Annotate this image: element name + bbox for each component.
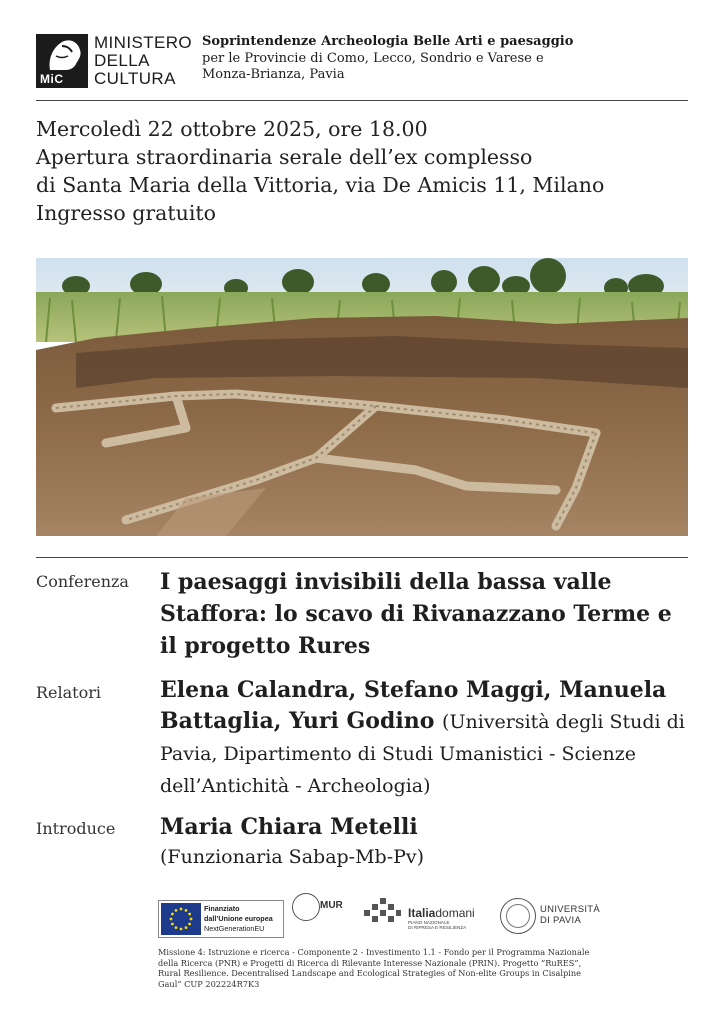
- speakers-affiliation: (Università degli Studi di Pavia, Dipartimento di Studi Umanistici - Scienze dell’Antichità - Archeologia): [160, 711, 685, 797]
- speakers: [160, 675, 690, 802]
- speakers-label: Relatori: [36, 683, 101, 702]
- mur-logo: [290, 890, 352, 946]
- photo-divider: [36, 557, 688, 558]
- italiadomani-mark-icon: [362, 896, 402, 930]
- conference-title: I paesaggi invisibili della bassa valle Staffora: lo scavo di Rivanazzano Terme e il progetto Rures: [160, 569, 672, 659]
- italia-sub-line: DI RIPRESA E RESILIENZA: [408, 925, 467, 931]
- unipv-logo: [500, 896, 610, 938]
- italia-light: domani: [435, 906, 475, 920]
- ministry-name: [94, 34, 192, 88]
- eu-funding-text: [204, 904, 282, 934]
- intro-label: Introduce: [36, 819, 116, 838]
- unipv-line: UNIVERSITÀ: [540, 904, 601, 915]
- eu-flag-icon: [161, 903, 201, 935]
- conference-label: Conferenza: [36, 572, 129, 591]
- mur-emblem-icon: [292, 893, 320, 921]
- intro-role: (Funzionaria Sabap-Mb-Pv): [160, 846, 425, 868]
- mur-text: MUR: [320, 900, 343, 911]
- soprintendenza-name: [202, 34, 582, 84]
- logo-mark: MiC: [40, 72, 64, 86]
- italia-sub-line: PIANO NAZIONALE: [408, 920, 450, 925]
- italiadomani-subtitle: [408, 920, 466, 930]
- introducer: [160, 812, 690, 872]
- ministry-line: MINISTERO: [94, 33, 193, 52]
- event-line: Apertura straordinaria serale dell’ex complesso: [36, 145, 533, 169]
- unipv-text: [540, 904, 600, 926]
- soprintendenza-line: Monza-Brianza, Pavia: [202, 67, 345, 82]
- eu-funding-logo: [158, 900, 284, 938]
- speakers-names: Elena Calandra, Stefano Maggi, Manuela Battaglia, Yuri Godino: [160, 677, 667, 734]
- soprintendenza-line: per le Provincie di Como, Lecco, Sondrio e Varese e: [202, 50, 544, 66]
- event-info: [36, 115, 696, 227]
- event-admission: Ingresso gratuito: [36, 201, 216, 225]
- ministry-line: CULTURA: [94, 69, 176, 88]
- funding-note: Missione 4: Istruzione e ricerca - Componente 2 - Investimento 1.1 - Fondo per il Programma Nazionale della Ricerca (PNR) e Progetti di Ricerca di Rilevante Interesse Nazionale (PRIN). Progetto “RuRES”, Rural Resilience. Decentralised Landscape and Ecological Strategies of Non-elite Groups in Cisalpine Gaul” CUP 202224R7K3: [158, 947, 590, 989]
- university-seal-icon: [500, 898, 536, 934]
- soprintendenza-line: Soprintendenze Archeologia Belle Arti e paesaggio: [202, 34, 574, 49]
- ministry-line: DELLA: [94, 51, 150, 70]
- excavation-photo: [36, 258, 688, 536]
- event-date: Mercoledì 22 ottobre 2025, ore 18.00: [36, 117, 428, 141]
- intro-name: Maria Chiara Metelli: [160, 814, 418, 840]
- head-profile-icon: [36, 34, 88, 74]
- event-line: di Santa Maria della Vittoria, via De Amicis 11, Milano: [36, 173, 605, 197]
- italiadomani-text: [408, 906, 475, 920]
- eu-line: dall’Unione europea: [204, 914, 273, 923]
- header-divider: [36, 100, 688, 101]
- italiadomani-logo: [362, 894, 494, 938]
- ministry-logo: [36, 34, 88, 88]
- unipv-line: DI PAVIA: [540, 915, 582, 926]
- eu-line: Finanziato: [204, 904, 240, 913]
- italia-bold: Italia: [408, 906, 436, 920]
- eu-line: NextGenerationEU: [204, 924, 265, 933]
- excavation-image: [36, 258, 688, 536]
